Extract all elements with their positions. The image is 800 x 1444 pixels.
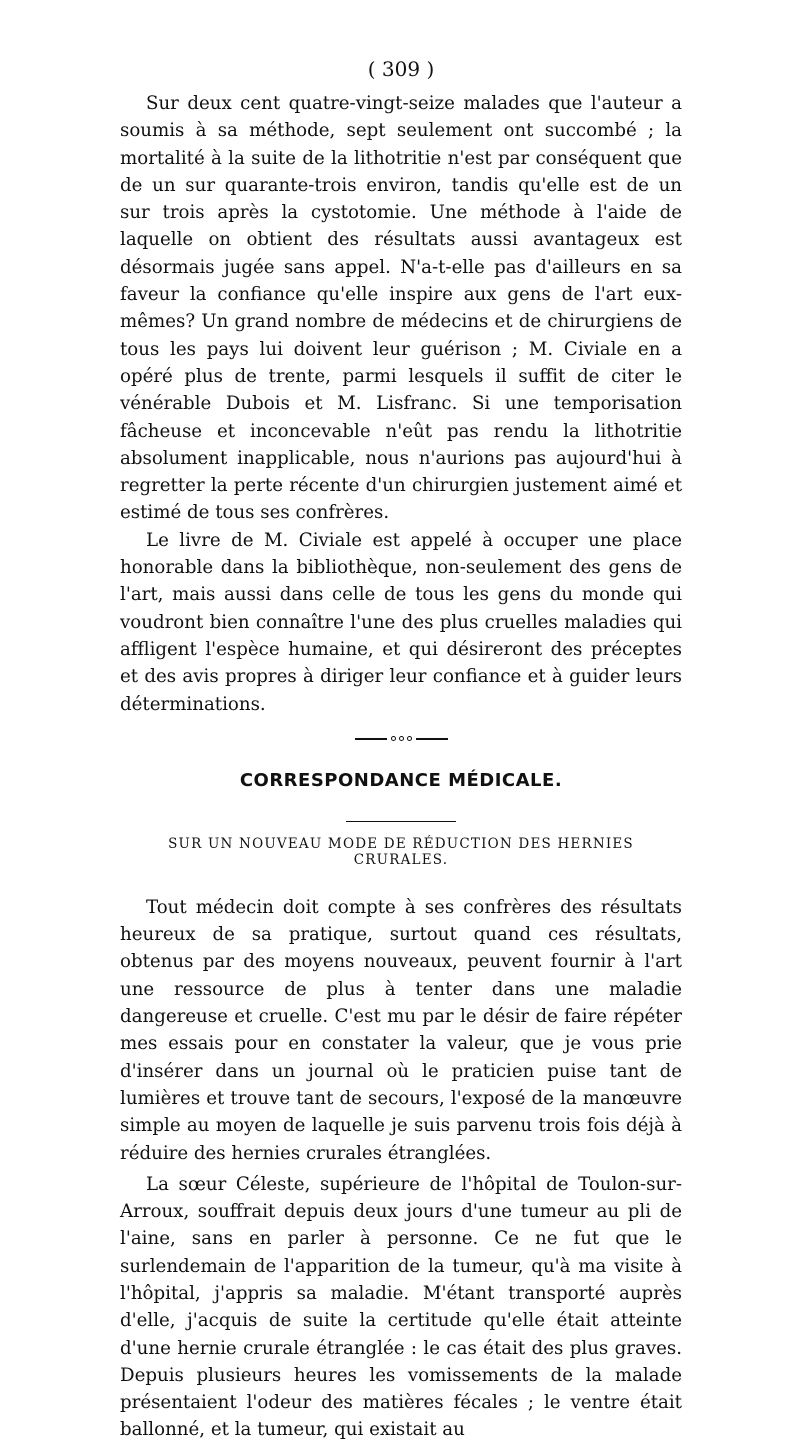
page-number: ( 309 ): [367, 57, 435, 81]
article-title: SUR UN NOUVEAU MODE DE RÉDUCTION DES HERNIES CRURALES.: [168, 835, 634, 868]
paragraph-introduction: Tout médecin doit compte à ses confrères des résultats heureux de sa pratique, surtout quand ces résultats, obtenus par des moyens nouveaux, peuvent fournir à l'art une ressource de plus à tenter dans une maladie dangereuse et cruelle. C'est mu par le désir de faire répéter mes essais pour en constater la valeur, que je vous prie d'insérer dans un journal où le praticien puise tant de lumières et trouve tant de secours, l'exposé de la manœuvre simple au moyen de laquelle je suis parvenu trois fois déjà à réduire des hernies crurales étranglées.: [120, 896, 682, 1164]
section-title: CORRESPONDANCE MÉDICALE.: [239, 769, 563, 791]
section-ornament: [120, 724, 682, 754]
paragraph-civiale-book: Le livre de M. Civiale est appelé à occuper une place honorable dans la bibliothèque, non-seulement des gens de l'art, mais aussi dans celle de tous les gens du monde qui voudront bien connaître l'une des plus cruelles maladies qui affligent l'espèce humaine, et qui désireront des préceptes et des avis propres à diriger leur confiance et à guider leurs déterminations.: [120, 529, 682, 715]
paragraph-case-report: La sœur Céleste, supérieure de l'hôpital de Toulon-sur-Arroux, souffrait depuis deux jours d'une tumeur au pli de l'aine, sans en parler à personne. Ce ne fut que le surlendemain de l'apparition de la tumeur, qu'à ma visite à l'hôpital, j'appris sa maladie. M'étant transporté auprès d'elle, j'acquis de suite la certitude qu'elle était atteinte d'une hernie crurale étranglée : le cas était des plus graves. Depuis plusieurs heures les vomissements de la malade présentaient l'odeur des matières fécales ; le ventre était ballonné, et la tumeur, qui existait au: [120, 1173, 682, 1441]
divider-rule: [346, 821, 456, 822]
paragraph-mortality: Sur deux cent quatre-vingt-seize malades que l'auteur a soumis à sa méthode, sept seulement ont succombé ; la mortalité à la suite de la lithotritie n'est par conséquent que de un sur quarante-trois environ, tandis qu'elle est de un sur trois après la cystotomie. Une méthode à l'aide de laquelle on obtient des résultats aussi avantageux est désormais jugée sans appel. N'a-t-elle pas d'ailleurs en sa faveur la confiance qu'elle inspire aux gens de l'art eux-mêmes? Un grand nombre de médecins et de chirurgiens de tous les pays lui doivent leur guérison ; M. Civiale en a opéré plus de trente, parmi lesquels il suffit de citer le vénérable Dubois et M. Lisfranc. Si une temporisation fâcheuse et inconcevable n'eût pas rendu la lithotritie absolument inapplicable, nous n'aurions pas aujourd'hui à regretter la perte récente d'un chirurgien justement aimé et estimé de tous ses confrères.: [120, 93, 682, 524]
